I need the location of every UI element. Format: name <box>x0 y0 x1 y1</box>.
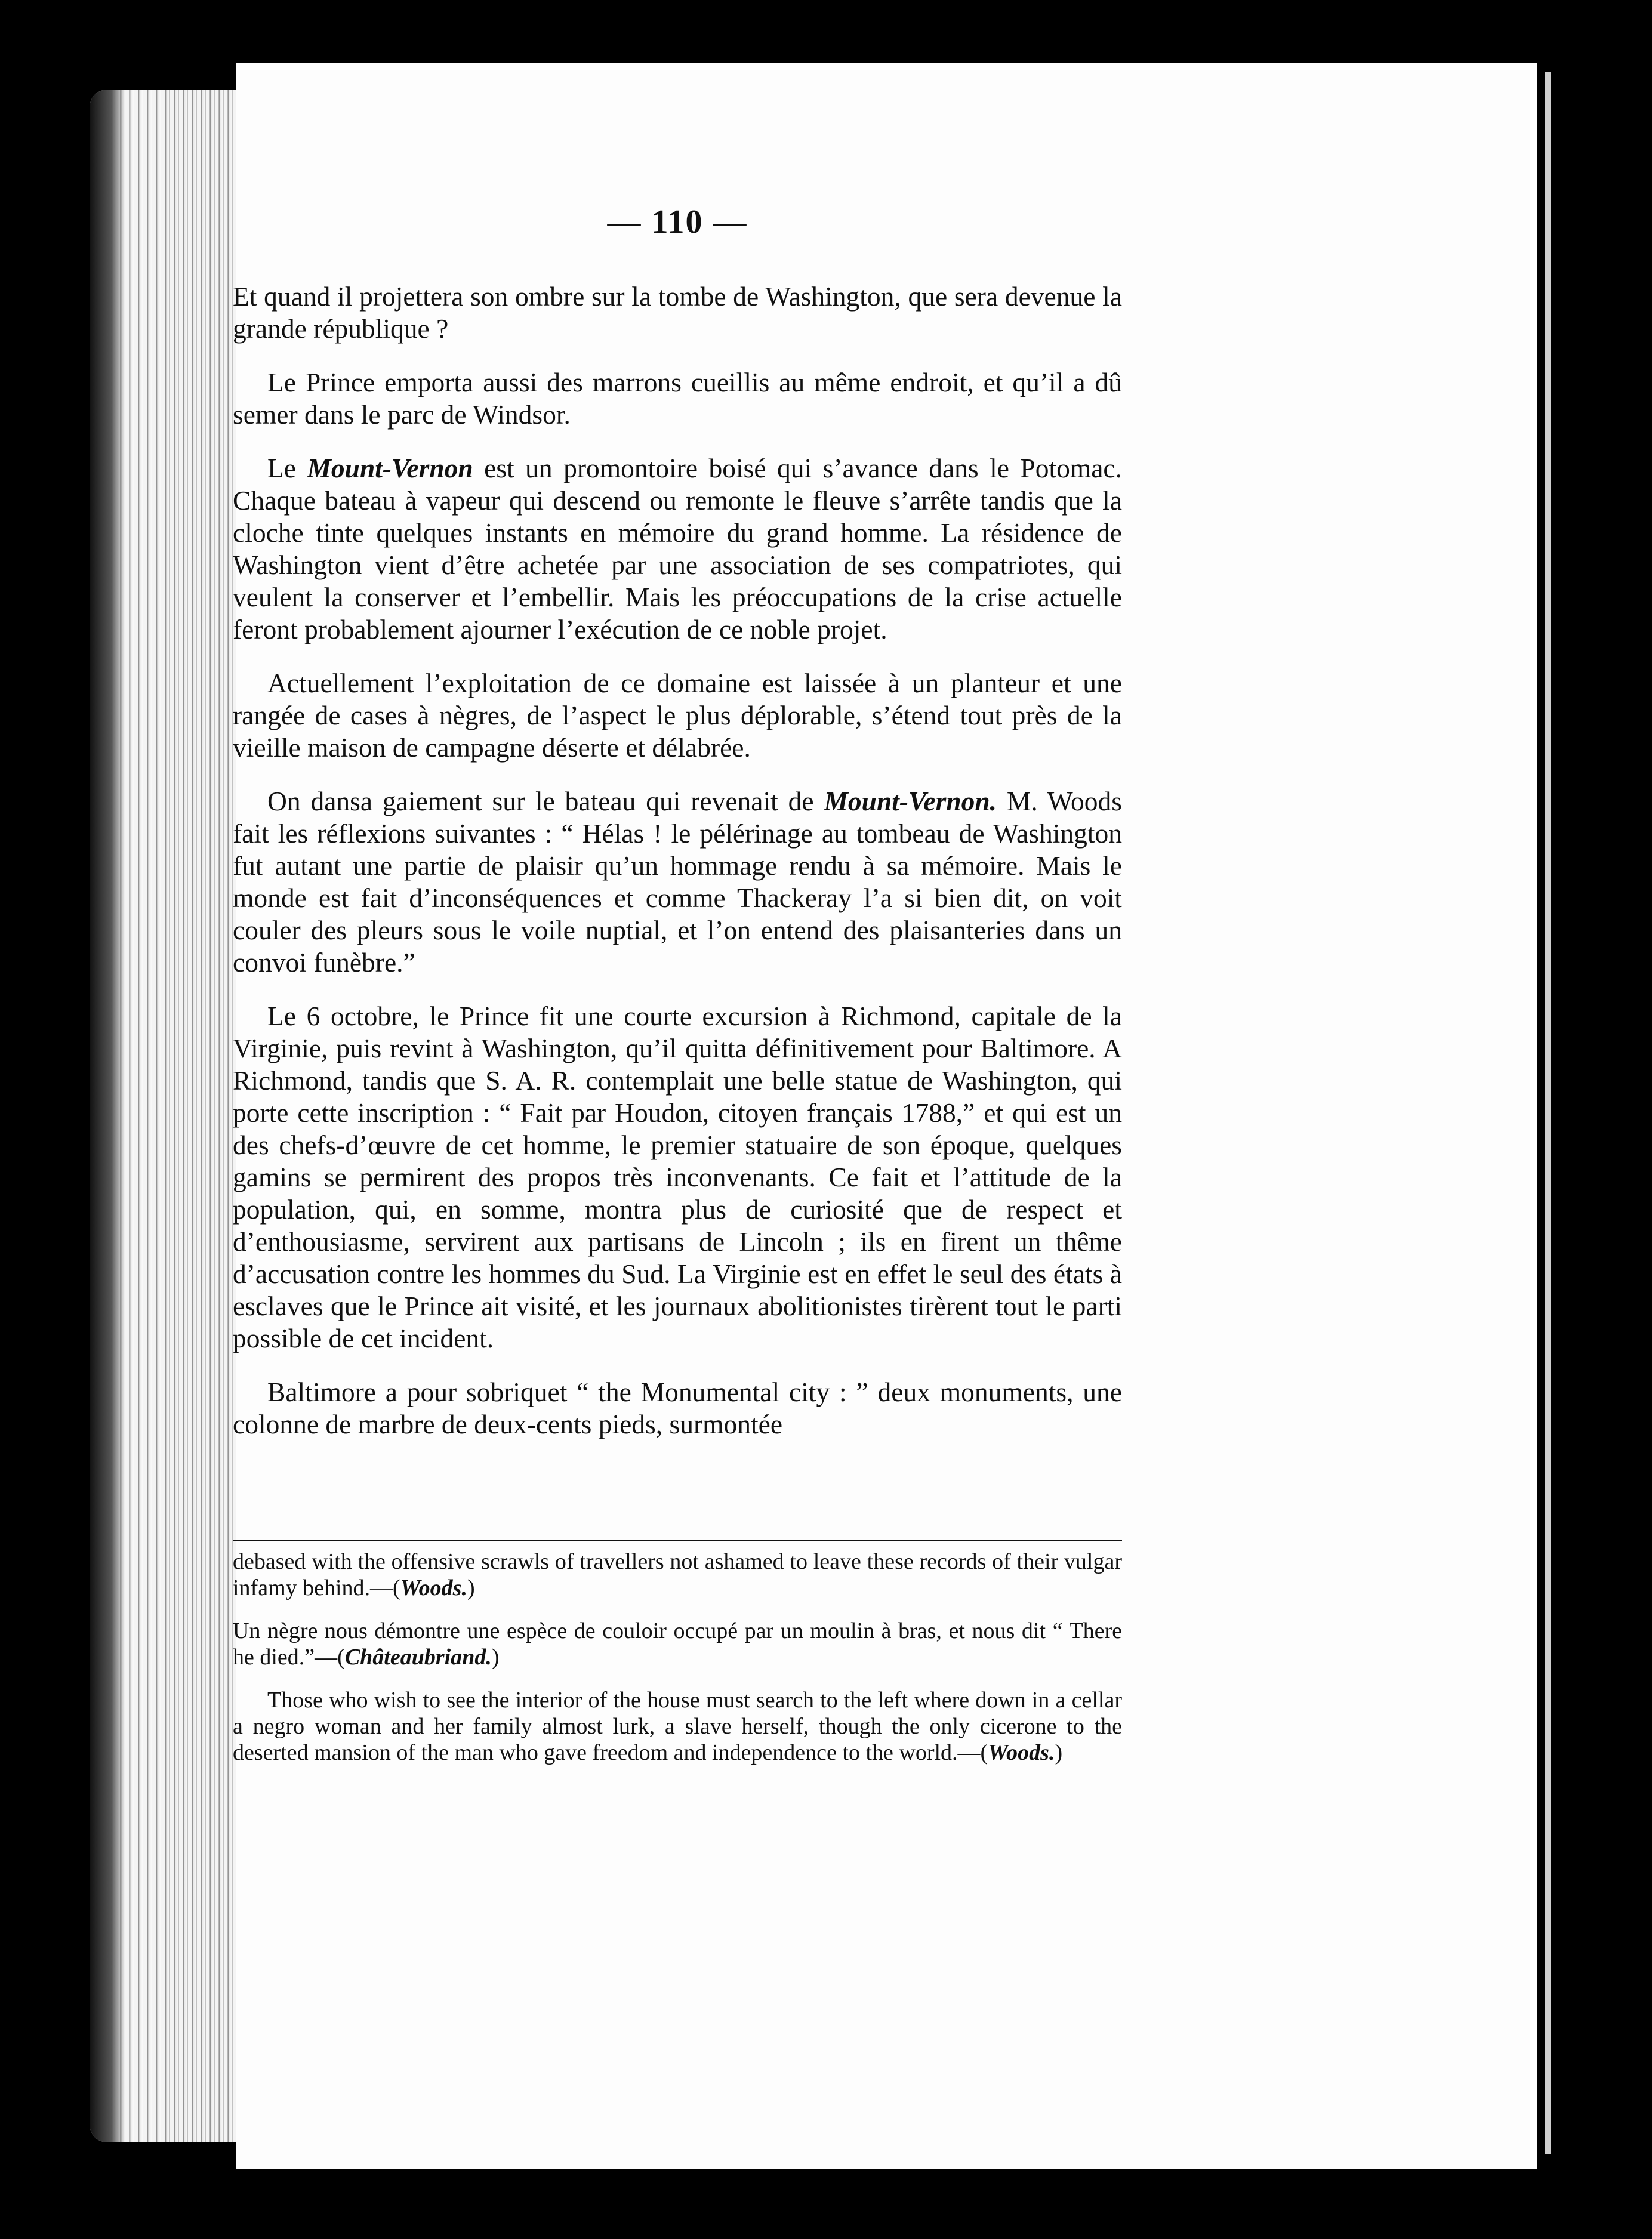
footnote-2-source: Châteaubriand. <box>344 1645 492 1670</box>
facing-page-edge <box>1545 72 1551 2154</box>
paragraph-5-text: M. Woods fait les réflexions suivantes : “ Hélas ! le pélérinage au tombeau de Washington fut autant une partie de plaisir qu’un hommage rendu à sa mémoire. Mais le monde est fait d’inconséquences et comme Thackeray l’a si bien dit, on voit couler des pleurs sous le voile nuptial, et l’on entend des plaisanteries dans un convoi funèbre.” <box>233 786 1122 977</box>
footnote-3-text: Those who wish to see the interior of the house must search to the left where down in a cellar a negro woman and her family almost lurk, a slave herself, though the only cicerone to the deserted mansion of the man who gave freedom and independence to the world.—( <box>233 1688 1122 1765</box>
footnote-2-text: Un nègre nous démontre une espèce de couloir occupé par un moulin à bras, et nous dit “ There he died.”—( <box>233 1618 1122 1670</box>
footnotes <box>233 1549 1122 1782</box>
footnote-1-text: debased with the offensive scrawls of travellers not ashamed to leave these records of their vulgar infamy behind.—( <box>233 1549 1122 1600</box>
footnote-1 <box>233 1549 1122 1601</box>
footnote-2-close: ) <box>491 1645 500 1670</box>
paragraph-3 <box>233 452 1122 646</box>
paragraph-6: Le 6 octobre, le Prince fit une courte excursion à Richmond, capitale de la Virginie, puis revint à Washington, qu’il quitta définitivement pour Baltimore. A Richmond, tandis que S. A. R. contemplait une belle statue de Washington, qui porte cette inscription : “ Fait par Houdon, citoyen français 1788,” et qui est un des chefs-d’œuvre de cet homme, le premier statuaire de son époque, quelques gamins se permirent des propos très inconvenants. Ce fait et l’attitude de la population, qui, en somme, montra plus de curiosité que de respect et d’enthousiasme, servirent aux partisans de Lincoln ; ils en firent un thême d’accusation contre les hommes du Sud. La Virginie est en effet le seul des états à esclaves que le Prince ait visité, et les journaux abolitionistes tirèrent tout le parti possible de cet incident. <box>233 1001 1122 1353</box>
page-number: — 110 — <box>607 203 748 240</box>
paragraph-3-text: est un promontoire boisé qui s’avance dans le Potomac. Chaque bateau à vapeur qui descend ou remonte le fleuve s’arrête tandis que la cloche tinte quelques instants en mémoire du grand homme. La résidence de Washington vient d’être achetée par une association de ses compatriotes, qui veulent la conserver et l’embellir. Mais les préoccupations de la crise actuelle feront probablement ajourner l’exécution de ce noble projet. <box>233 453 1122 644</box>
mount-vernon-italic: Mount-Vernon <box>307 453 473 483</box>
footnote-2 <box>233 1618 1122 1670</box>
paragraph-4: Actuellement l’exploitation de ce domaine est laissée à un planteur et une rangée de cases à nègres, de l’aspect le plus déplorable, s’étend tout près de la vieille maison de campagne déserte et délabrée. <box>233 668 1122 763</box>
paragraph-1: Et quand il projettera son ombre sur la tombe de Washington, que sera devenue la grande république ? <box>233 281 1122 344</box>
body-text <box>233 280 1122 1462</box>
footnote-3 <box>233 1687 1122 1766</box>
footnote-1-close: ) <box>467 1575 475 1600</box>
footnote-1-source: Woods. <box>400 1575 467 1600</box>
footnote-3-close: ) <box>1055 1740 1063 1765</box>
scanner-border <box>1537 63 1652 2169</box>
paragraph-5 <box>233 785 1122 979</box>
book-edge-shadow <box>90 90 125 2142</box>
paragraph-5-lead: On dansa gaiement sur le bateau qui revenait de <box>267 786 814 816</box>
mount-vernon-italic-2: Mount-Vernon. <box>824 786 997 816</box>
paragraph-3-lead: Le <box>267 453 307 483</box>
footnote-rule <box>233 1540 1122 1541</box>
footnote-3-source: Woods. <box>988 1740 1055 1765</box>
paragraph-7: Baltimore a pour sobriquet “ the Monumental city : ” deux monuments, une colonne de marbre de deux-cents pieds, surmontée <box>233 1377 1122 1439</box>
paragraph-2: Le Prince emporta aussi des marrons cueillis au même endroit, et qu’il a dû semer dans le parc de Windsor. <box>233 367 1122 430</box>
